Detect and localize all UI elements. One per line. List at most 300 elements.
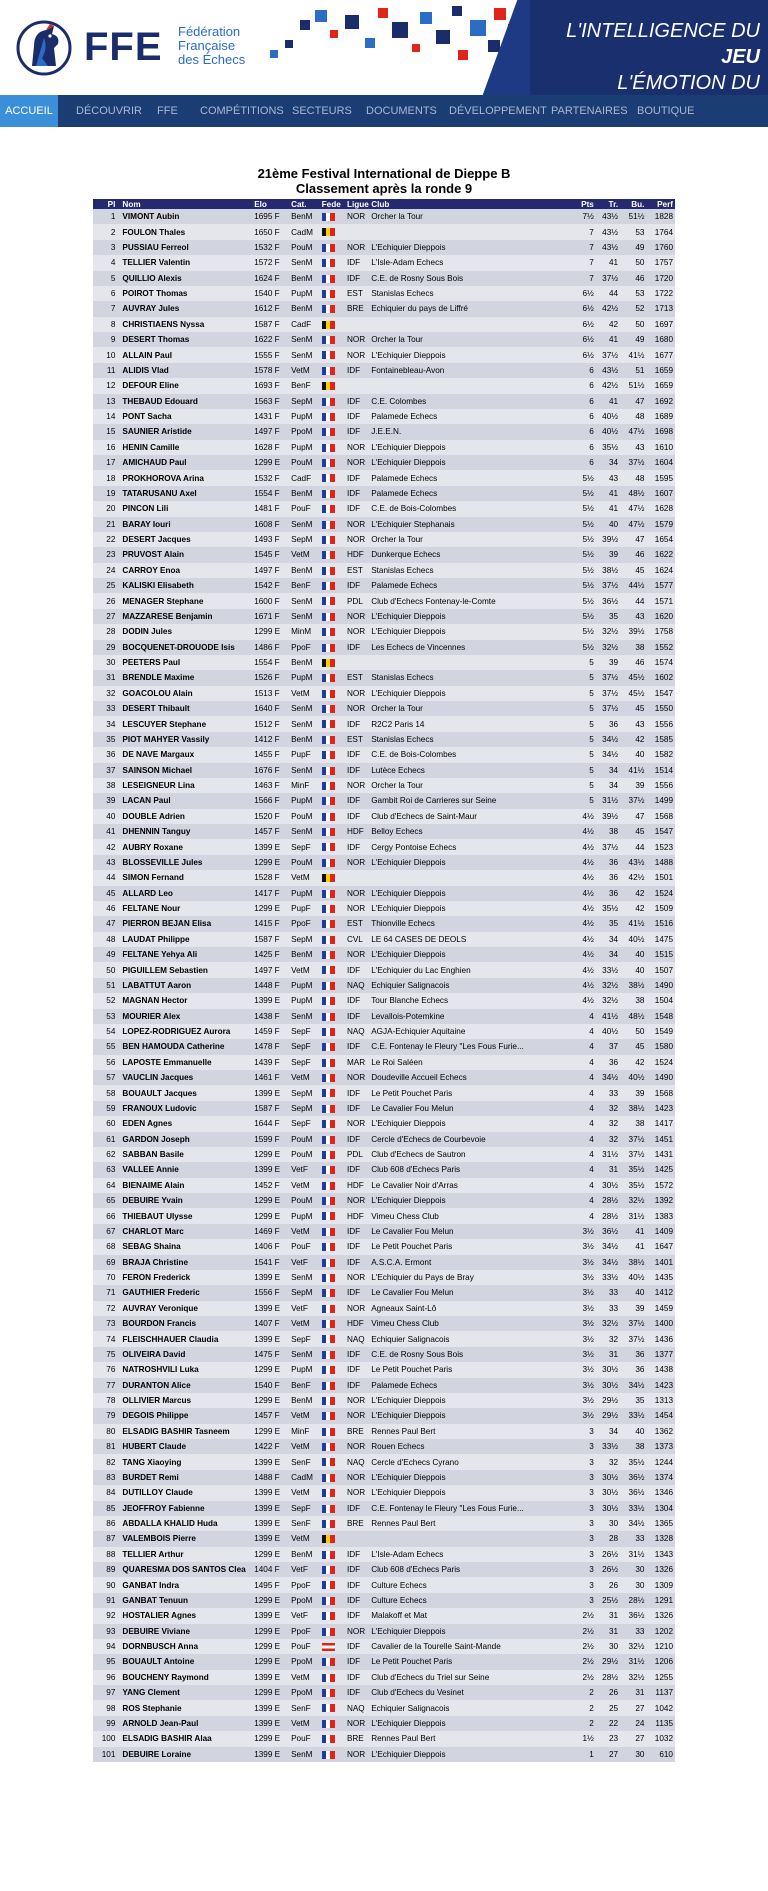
player-name-cell[interactable]: PIERRON BEJAN Elisa: [120, 916, 252, 931]
federation-flag-cell: [320, 1347, 345, 1362]
nav-secteurs[interactable]: SECTEURS: [292, 105, 352, 117]
header-bu[interactable]: Bu.: [620, 199, 646, 209]
federation-flag-cell: [320, 1316, 345, 1331]
player-name-cell[interactable]: CHARLOT Marc: [120, 1224, 252, 1239]
category-cell: VetM: [289, 1408, 320, 1423]
player-name-cell[interactable]: PIOT MAHYER Vassily: [120, 732, 252, 747]
player-name-cell[interactable]: PEETERS Paul: [120, 655, 252, 670]
player-name-cell[interactable]: GARDON Joseph: [120, 1132, 252, 1147]
player-name-cell[interactable]: DEGOIS Philippe: [120, 1408, 252, 1423]
club-cell: C.E. de Bois-Colombes: [369, 501, 572, 516]
player-name-cell[interactable]: DESERT Jacques: [120, 532, 252, 547]
points-cell: 3½: [573, 1347, 596, 1362]
elo-cell: 1461 F: [252, 1070, 289, 1085]
performance-cell: 1206: [646, 1654, 675, 1669]
club-cell: L'Isle-Adam Echecs: [369, 1547, 572, 1562]
elo-cell: 1528 F: [252, 870, 289, 885]
tiebreak-tr-cell: 32: [596, 1331, 620, 1346]
player-name-cell[interactable]: NATROSHVILI Luka: [120, 1362, 252, 1377]
nav-decouvrir[interactable]: DÉCOUVRIR: [76, 105, 143, 117]
place-cell: 33: [93, 701, 120, 716]
federation-flag-cell: [320, 1055, 345, 1070]
tiebreak-tr-cell: 39: [596, 655, 620, 670]
table-row: [93, 701, 675, 716]
player-name-cell[interactable]: THIEBAUT Ulysse: [120, 1208, 252, 1223]
flag-fra-icon: [322, 521, 335, 529]
league-cell: [345, 317, 369, 332]
player-name-cell[interactable]: FRANOUX Ludovic: [120, 1101, 252, 1116]
league-cell: NOR: [345, 1624, 369, 1639]
player-name-cell[interactable]: LESCUYER Stephane: [120, 716, 252, 731]
player-name-cell[interactable]: PUSSIAU Ferreol: [120, 240, 252, 255]
player-name-cell[interactable]: SAINSON Michael: [120, 763, 252, 778]
table-row: [93, 271, 675, 286]
player-name-cell[interactable]: AUBRY Roxane: [120, 839, 252, 854]
player-name-cell[interactable]: DE NAVE Margaux: [120, 747, 252, 762]
player-name-cell[interactable]: HUBERT Claude: [120, 1439, 252, 1454]
league-cell: NOR: [345, 455, 369, 470]
player-name-cell[interactable]: VAUCLIN Jacques: [120, 1070, 252, 1085]
club-cell: C.E. de Bois-Colombes: [369, 747, 572, 762]
federation-flag-cell: [320, 793, 345, 808]
elo-cell: 1587 F: [252, 317, 289, 332]
league-cell: IDF: [345, 1039, 369, 1054]
place-cell: 39: [93, 793, 120, 808]
player-name-cell[interactable]: AUVRAY Veronique: [120, 1301, 252, 1316]
place-cell: 99: [93, 1716, 120, 1731]
player-name-cell[interactable]: ABDALLA KHALID Huda: [120, 1516, 252, 1531]
player-name-cell[interactable]: SIMON Fernand: [120, 870, 252, 885]
club-cell: Stanislas Echecs: [369, 286, 572, 301]
nav-partenaires[interactable]: PARTENAIRES: [551, 105, 628, 117]
tiebreak-tr-cell: 30½: [596, 1485, 620, 1500]
performance-cell: 1042: [646, 1700, 675, 1715]
table-row: [93, 470, 675, 485]
player-name-cell[interactable]: CHRISTIAENS Nyssa: [120, 317, 252, 332]
category-cell: VetM: [289, 870, 320, 885]
category-cell: SenM: [289, 332, 320, 347]
club-cell: Orcher la Tour: [369, 778, 572, 793]
tiebreak-tr-cell: 37½: [596, 839, 620, 854]
table-row: [93, 1531, 675, 1546]
federation-flag-cell: [320, 1516, 345, 1531]
federation-flag-cell: [320, 1624, 345, 1639]
player-name-cell[interactable]: HENIN Camille: [120, 440, 252, 455]
points-cell: 4: [573, 1055, 596, 1070]
league-cell: IDF: [345, 1670, 369, 1685]
category-cell: VetF: [289, 1562, 320, 1577]
player-name-cell[interactable]: TATARUSANU Axel: [120, 486, 252, 501]
player-name-cell[interactable]: ELSADIG BASHIR Tasneem: [120, 1424, 252, 1439]
elo-cell: 1299 E: [252, 1685, 289, 1700]
elo-cell: 1399 E: [252, 1700, 289, 1715]
player-name-cell[interactable]: BARAY Iouri: [120, 517, 252, 532]
player-name-cell[interactable]: TELLIER Arthur: [120, 1547, 252, 1562]
player-name-cell[interactable]: DOUBLE Adrien: [120, 809, 252, 824]
player-name-cell[interactable]: LAUDAT Philippe: [120, 932, 252, 947]
place-cell: 51: [93, 978, 120, 993]
flag-fra-icon: [322, 690, 335, 698]
tiebreak-tr-cell: 28½: [596, 1670, 620, 1685]
header-ligue[interactable]: Ligue: [346, 199, 369, 209]
performance-cell: 1374: [646, 1470, 675, 1485]
club-cell: C.E. de Rosny Sous Bois: [369, 1347, 572, 1362]
player-name-cell[interactable]: FELTANE Nour: [120, 901, 252, 916]
points-cell: 4½: [573, 932, 596, 947]
tiebreak-bu-cell: 37½: [620, 1331, 646, 1346]
standings-subtitle: Classement après la ronde 9: [295, 181, 473, 196]
player-name-cell[interactable]: QUILLIO Alexis: [120, 271, 252, 286]
player-name-cell[interactable]: GANBAT Indra: [120, 1577, 252, 1592]
player-name-cell[interactable]: FELTANE Yehya Ali: [120, 947, 252, 962]
header-fede[interactable]: Fede: [320, 199, 345, 209]
player-name-cell[interactable]: GANBAT Tenuun: [120, 1593, 252, 1608]
points-cell: 3½: [573, 1255, 596, 1270]
table-row: [93, 1624, 675, 1639]
player-name-cell[interactable]: ALLARD Leo: [120, 886, 252, 901]
performance-cell: 1828: [646, 209, 675, 224]
category-cell: PouM: [289, 455, 320, 470]
player-name-cell[interactable]: YANG Clement: [120, 1685, 252, 1700]
federation-flag-cell: [320, 1009, 345, 1024]
place-cell: 4: [93, 255, 120, 270]
performance-cell: 1309: [646, 1577, 675, 1592]
club-cell: L'Isle-Adam Echecs: [369, 255, 572, 270]
player-name-cell[interactable]: MAZZARESE Benjamin: [120, 609, 252, 624]
tiebreak-tr-cell: 39½: [596, 532, 620, 547]
player-name-cell[interactable]: BURDET Remi: [120, 1470, 252, 1485]
elo-cell: 1399 E: [252, 1454, 289, 1469]
player-name-cell[interactable]: ALIDIS Vlad: [120, 363, 252, 378]
tiebreak-tr-cell: 38½: [596, 563, 620, 578]
table-row: [93, 547, 675, 562]
flag-fra-icon: [322, 736, 335, 744]
performance-cell: 1722: [646, 286, 675, 301]
flag-fra-icon: [322, 628, 335, 636]
category-cell: SenM: [289, 347, 320, 362]
flag-fra-icon: [322, 705, 335, 713]
player-name-cell[interactable]: BOURDON Francis: [120, 1316, 252, 1331]
tiebreak-tr-cell: 36: [596, 855, 620, 870]
player-name-cell[interactable]: CARROY Enoa: [120, 563, 252, 578]
nav-documents[interactable]: DOCUMENTS: [366, 105, 437, 117]
performance-cell: 1423: [646, 1101, 675, 1116]
league-cell: NOR: [345, 347, 369, 362]
place-cell: 90: [93, 1577, 120, 1592]
performance-cell: 1377: [646, 1347, 675, 1362]
header-cat[interactable]: Cat.: [289, 199, 320, 209]
tiebreak-bu-cell: 31½: [620, 1547, 646, 1562]
tiebreak-bu-cell: 41½: [620, 916, 646, 931]
tiebreak-bu-cell: 27: [620, 1731, 646, 1746]
club-cell: Levallois-Potemkine: [369, 1009, 572, 1024]
player-name-cell[interactable]: JEOFFROY Fabienne: [120, 1501, 252, 1516]
player-name-cell[interactable]: DURANTON Alice: [120, 1378, 252, 1393]
category-cell: PouF: [289, 1239, 320, 1254]
player-name-cell[interactable]: VALLEE Annie: [120, 1162, 252, 1177]
player-name-cell[interactable]: DEBUIRE Viviane: [120, 1624, 252, 1639]
player-name-cell[interactable]: LAPOSTE Emmanuelle: [120, 1055, 252, 1070]
player-name-cell[interactable]: BOCQUENET-DROUODE Isis: [120, 640, 252, 655]
table-row: [93, 347, 675, 362]
league-cell: BRE: [345, 1731, 369, 1746]
player-name-cell[interactable]: OLLIVIER Marcus: [120, 1393, 252, 1408]
tiebreak-bu-cell: 36: [620, 1362, 646, 1377]
points-cell: 5½: [573, 609, 596, 624]
player-name-cell[interactable]: ALLAIN Paul: [120, 347, 252, 362]
player-name-cell[interactable]: DUTILLOY Claude: [120, 1485, 252, 1500]
points-cell: 3: [573, 1454, 596, 1469]
nav-competitions[interactable]: COMPÉTITIONS: [200, 105, 284, 117]
player-name-cell[interactable]: SABBAN Basile: [120, 1147, 252, 1162]
player-name-cell[interactable]: PROKHOROVA Arina: [120, 470, 252, 485]
category-cell: MinF: [289, 1424, 320, 1439]
flag-fra-icon: [322, 351, 335, 359]
club-cell: LE 64 CASES DE DEOLS: [369, 932, 572, 947]
player-name-cell[interactable]: QUARESMA DOS SANTOS Clea: [120, 1562, 252, 1577]
header-elo[interactable]: Elo: [252, 199, 289, 209]
place-cell: 47: [93, 916, 120, 931]
place-cell: 87: [93, 1531, 120, 1546]
federation-flag-cell: [320, 1393, 345, 1408]
place-cell: 45: [93, 886, 120, 901]
league-cell: NOR: [345, 1716, 369, 1731]
place-cell: 54: [93, 1024, 120, 1039]
player-name-cell[interactable]: DEBUIRE Loraine: [120, 1747, 252, 1762]
points-cell: 3½: [573, 1270, 596, 1285]
flag-fra-icon: [322, 1382, 335, 1390]
club-cell: L'Echiquier Dieppois: [369, 1116, 572, 1131]
performance-cell: 1304: [646, 1501, 675, 1516]
player-name-cell[interactable]: PINCON Lili: [120, 501, 252, 516]
flag-fra-icon: [322, 1059, 335, 1067]
tiebreak-tr-cell: 43½: [596, 224, 620, 239]
table-row: [93, 1301, 675, 1316]
header-tr[interactable]: Tr.: [596, 199, 620, 209]
player-name-cell[interactable]: PRUVOST Alain: [120, 547, 252, 562]
player-name-cell[interactable]: GAUTHIER Frederic: [120, 1285, 252, 1300]
league-cell: IDF: [345, 271, 369, 286]
player-name-cell[interactable]: BIENAIME Alain: [120, 1178, 252, 1193]
category-cell: PouF: [289, 501, 320, 516]
elo-cell: 1399 E: [252, 1516, 289, 1531]
category-cell: BenF: [289, 1378, 320, 1393]
tiebreak-bu-cell: 40½: [620, 932, 646, 947]
elo-cell: 1555 F: [252, 347, 289, 362]
player-name-cell[interactable]: HOSTALIER Agnes: [120, 1608, 252, 1623]
tiebreak-bu-cell: 37½: [620, 1147, 646, 1162]
club-cell: L'Echiquier Dieppois: [369, 686, 572, 701]
ffe-logo-icon[interactable]: [14, 18, 74, 78]
player-name-cell[interactable]: MAGNAN Hector: [120, 993, 252, 1008]
category-cell: SepF: [289, 1039, 320, 1054]
player-name-cell[interactable]: GOACOLOU Alain: [120, 686, 252, 701]
flag-fra-icon: [322, 843, 335, 851]
flag-fra-icon: [322, 1551, 335, 1559]
player-name-cell[interactable]: ROS Stephanie: [120, 1700, 252, 1715]
player-name-cell[interactable]: ELSADIG BASHIR Alaa: [120, 1731, 252, 1746]
player-name-cell[interactable]: ARNOLD Jean-Paul: [120, 1716, 252, 1731]
header-pts[interactable]: Pts: [573, 199, 596, 209]
player-name-cell[interactable]: KALISKI Elisabeth: [120, 578, 252, 593]
club-cell: Le Roi Saléen: [369, 1055, 572, 1070]
place-cell: 38: [93, 778, 120, 793]
performance-cell: 1577: [646, 578, 675, 593]
flag-fra-icon: [322, 890, 335, 898]
club-cell: Stanislas Echecs: [369, 670, 572, 685]
player-name-cell[interactable]: BRAJA Christine: [120, 1255, 252, 1270]
tiebreak-bu-cell: 45: [620, 1039, 646, 1054]
player-name-cell[interactable]: DODIN Jules: [120, 624, 252, 639]
player-name-cell[interactable]: PONT Sacha: [120, 409, 252, 424]
points-cell: 3: [573, 1470, 596, 1485]
table-row: [93, 1009, 675, 1024]
tiebreak-tr-cell: 39: [596, 547, 620, 562]
player-name-cell[interactable]: VALEMBOIS Pierre: [120, 1531, 252, 1546]
player-name-cell[interactable]: DHENNIN Tanguy: [120, 824, 252, 839]
player-name-cell[interactable]: AMICHAUD Paul: [120, 455, 252, 470]
category-cell: PpoM: [289, 424, 320, 439]
player-name-cell[interactable]: DEFOUR Eline: [120, 378, 252, 393]
federation-flag-cell: [320, 778, 345, 793]
club-cell: Palamede Echecs: [369, 470, 572, 485]
federation-flag-cell: [320, 1378, 345, 1393]
player-name-cell[interactable]: MOURIER Alex: [120, 1009, 252, 1024]
nav-accueil[interactable]: ACCUEIL: [0, 95, 58, 127]
club-cell: Le Cavalier Fou Melun: [369, 1101, 572, 1116]
nav-ffe[interactable]: FFE: [157, 105, 178, 117]
player-name-cell[interactable]: SAUNIER Aristide: [120, 424, 252, 439]
league-cell: NOR: [345, 1393, 369, 1408]
header-nom[interactable]: Nom: [120, 199, 252, 209]
player-name-cell[interactable]: LOPEZ-RODRIGUEZ Aurora: [120, 1024, 252, 1039]
federation-flag-cell: [320, 809, 345, 824]
player-name-cell[interactable]: BRENDLE Maxime: [120, 670, 252, 685]
player-name-cell[interactable]: BOUAULT Antoine: [120, 1654, 252, 1669]
tiebreak-tr-cell: 32½: [596, 978, 620, 993]
nav-boutique[interactable]: BOUTIQUE: [637, 105, 695, 117]
player-name-cell[interactable]: THEBAUD Edouard: [120, 394, 252, 409]
player-name-cell[interactable]: PIGUILLEM Sebastien: [120, 962, 252, 977]
player-name-cell[interactable]: TANG Xiaoying: [120, 1454, 252, 1469]
player-name-cell[interactable]: LABATTUT Aaron: [120, 978, 252, 993]
federation-flag-cell: [320, 978, 345, 993]
player-name-cell[interactable]: BOUCHENY Raymond: [120, 1670, 252, 1685]
league-cell: IDF: [345, 1009, 369, 1024]
category-cell: PupF: [289, 901, 320, 916]
flag-fra-icon: [322, 936, 335, 944]
player-name-cell[interactable]: SEBAG Shaina: [120, 1239, 252, 1254]
tiebreak-tr-cell: 36: [596, 1055, 620, 1070]
club-cell: L'Echiquier Dieppois: [369, 1393, 572, 1408]
club-cell: L'Echiquier Dieppois: [369, 886, 572, 901]
performance-cell: 1659: [646, 378, 675, 393]
player-name-cell[interactable]: AUVRAY Jules: [120, 301, 252, 316]
header-pl[interactable]: Pl: [93, 199, 120, 209]
standings-body: [93, 209, 675, 1762]
player-name-cell[interactable]: DORNBUSCH Anna: [120, 1639, 252, 1654]
tiebreak-tr-cell: 37½: [596, 578, 620, 593]
player-name-cell[interactable]: BEN HAMOUDA Catherine: [120, 1039, 252, 1054]
federation-flag-cell: [320, 1408, 345, 1423]
player-name-cell[interactable]: DEBUIRE Yvain: [120, 1193, 252, 1208]
performance-cell: 1202: [646, 1624, 675, 1639]
flag-fra-icon: [322, 1074, 335, 1082]
player-name-cell[interactable]: FLEISCHHAUER Claudia: [120, 1331, 252, 1346]
tiebreak-bu-cell: 47½: [620, 424, 646, 439]
table-row: [93, 1424, 675, 1439]
elo-cell: 1399 E: [252, 1670, 289, 1685]
player-name-cell[interactable]: VIMONT Aubin: [120, 209, 252, 224]
player-name-cell[interactable]: BLOSSEVILLE Jules: [120, 855, 252, 870]
points-cell: 3: [573, 1485, 596, 1500]
player-name-cell[interactable]: MENAGER Stephane: [120, 593, 252, 608]
place-cell: 29: [93, 640, 120, 655]
table-row: [93, 716, 675, 731]
tiebreak-bu-cell: 40½: [620, 1270, 646, 1285]
player-name-cell[interactable]: FOULON Thales: [120, 224, 252, 239]
tiebreak-bu-cell: 37½: [620, 793, 646, 808]
category-cell: SenF: [289, 1454, 320, 1469]
tiebreak-bu-cell: 30: [620, 1747, 646, 1762]
player-name-cell[interactable]: DESERT Thibault: [120, 701, 252, 716]
player-name-cell[interactable]: TELLIER Valentin: [120, 255, 252, 270]
points-cell: 4: [573, 1162, 596, 1177]
ffe-wordmark[interactable]: FFE: [84, 25, 163, 69]
club-cell: [369, 317, 572, 332]
table-row: [93, 1055, 675, 1070]
flag-fra-icon: [322, 413, 335, 421]
flag-fra-icon: [322, 1320, 335, 1328]
performance-cell: 1435: [646, 1270, 675, 1285]
place-cell: 2: [93, 224, 120, 239]
nav-developpement[interactable]: DÉVELOPPEMENT: [449, 105, 547, 117]
player-name-cell[interactable]: POIROT Thomas: [120, 286, 252, 301]
federation-flag-cell: [320, 424, 345, 439]
place-cell: 52: [93, 993, 120, 1008]
table-row: [93, 1285, 675, 1300]
points-cell: 5½: [573, 501, 596, 516]
points-cell: 4: [573, 1147, 596, 1162]
player-name-cell[interactable]: EDEN Agnes: [120, 1116, 252, 1131]
header-club[interactable]: Club: [369, 199, 572, 209]
flag-fra-icon: [322, 1505, 335, 1513]
player-name-cell[interactable]: LESEIGNEUR Lina: [120, 778, 252, 793]
elo-cell: 1299 E: [252, 455, 289, 470]
player-name-cell[interactable]: LACAN Paul: [120, 793, 252, 808]
elo-cell: 1554 F: [252, 486, 289, 501]
league-cell: NOR: [345, 624, 369, 639]
league-cell: EST: [345, 286, 369, 301]
player-name-cell[interactable]: DESERT Thomas: [120, 332, 252, 347]
flag-fra-icon: [322, 1166, 335, 1174]
player-name-cell[interactable]: FERON Frederick: [120, 1270, 252, 1285]
tiebreak-tr-cell: 41: [596, 332, 620, 347]
tiebreak-tr-cell: 30½: [596, 1470, 620, 1485]
place-cell: 18: [93, 470, 120, 485]
club-cell: [369, 655, 572, 670]
federation-flag-cell: [320, 916, 345, 931]
points-cell: 5: [573, 778, 596, 793]
federation-flag-cell: [320, 1255, 345, 1270]
player-name-cell[interactable]: OLIVEIRA David: [120, 1347, 252, 1362]
elo-cell: 1572 F: [252, 255, 289, 270]
header-perf[interactable]: Perf: [646, 199, 675, 209]
points-cell: 4: [573, 1178, 596, 1193]
player-name-cell[interactable]: BOUAULT Jacques: [120, 1085, 252, 1100]
tiebreak-tr-cell: 33: [596, 1285, 620, 1300]
league-cell: NOR: [345, 1470, 369, 1485]
